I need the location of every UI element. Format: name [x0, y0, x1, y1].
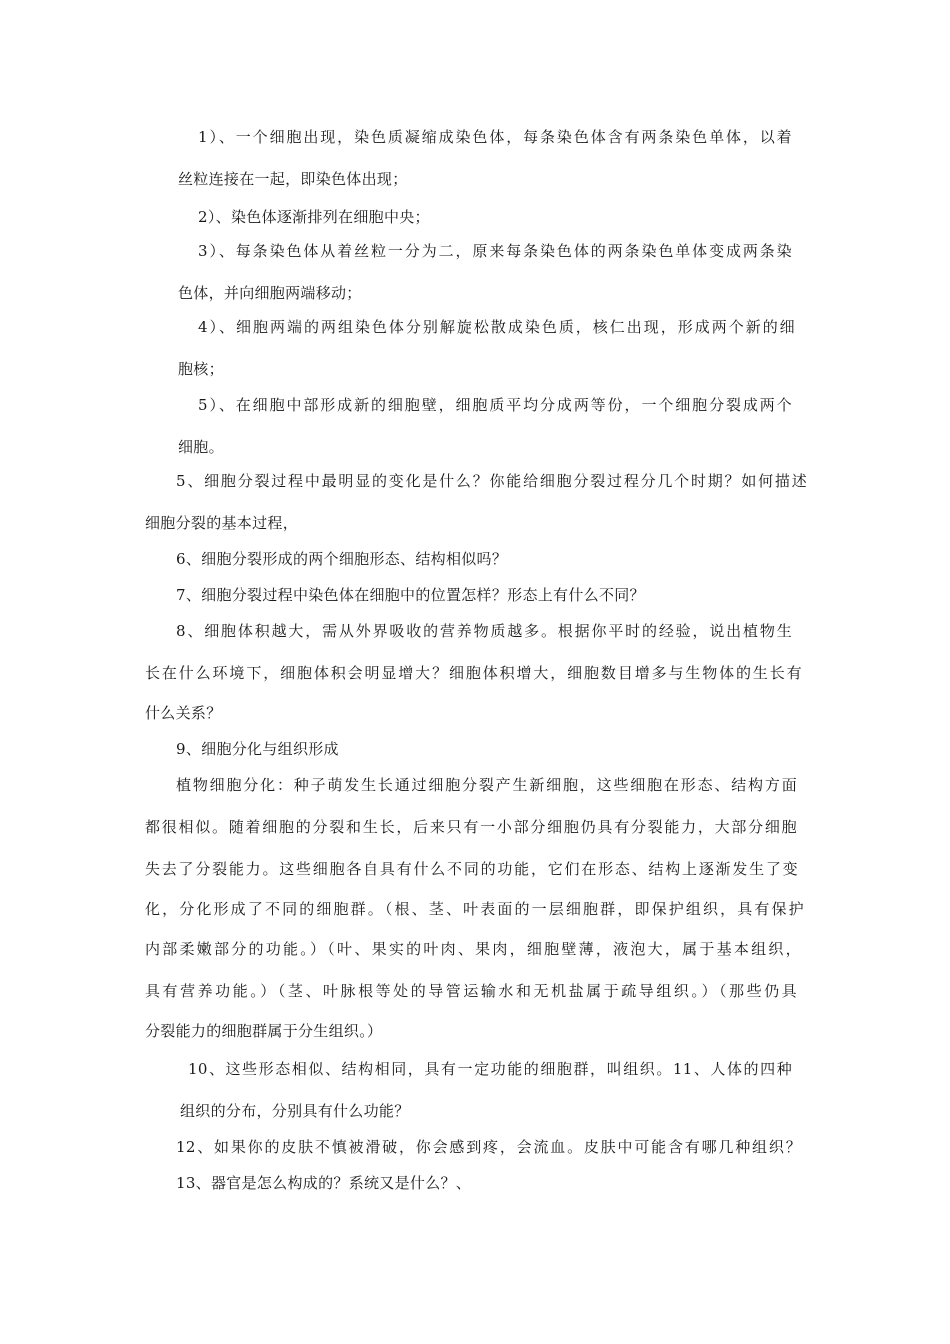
text-line: 12、如果你的皮肤不慎被滑破，你会感到疼，会流血。皮肤中可能含有哪几种组织？: [176, 1138, 801, 1156]
text-line: 组织的分布，分别具有什么功能？: [180, 1102, 410, 1120]
text-line: 4）、细胞两端的两组染色体分别解旋松散成染色质，核仁出现，形成两个新的细: [198, 318, 795, 336]
text-line: 10、这些形态相似、结构相同，具有一定功能的细胞群，叫组织。11、人体的四种: [188, 1060, 792, 1078]
text-line: 3）、每条染色体从着丝粒一分为二，原来每条染色体的两条染色单体变成两条染: [198, 242, 792, 260]
text-line: 1）、一个细胞出现，染色质凝缩成染色体，每条染色体含有两条染色单体，以着: [198, 128, 792, 146]
text-line: 内部柔嫩部分的功能。）（叶、果实的叶肉、果肉，细胞壁薄，液泡大，属于基本组织，: [145, 940, 801, 958]
text-line: 胞核；: [178, 360, 224, 378]
text-line: 8、细胞体积越大，需从外界吸收的营养物质越多。根据你平时的经验，说出植物生: [176, 622, 792, 640]
text-line: 丝粒连接在一起，即染色体出现；: [178, 170, 408, 188]
text-line: 什么关系？: [145, 704, 222, 722]
text-line: 具有营养功能。）（茎、叶脉根等处的导管运输水和无机盐属于疏导组织。）（那些仍具: [145, 982, 797, 1000]
text-line: 5）、在细胞中部形成新的细胞壁，细胞质平均分成两等份，一个细胞分裂成两个: [198, 396, 792, 414]
text-line: 色体，并向细胞两端移动；: [178, 284, 362, 302]
text-line: 植物细胞分化：种子萌发生长通过细胞分裂产生新细胞，这些细胞在形态、结构方面: [176, 776, 797, 794]
text-line: 5、细胞分裂过程中最明显的变化是什么？你能给细胞分裂过程分几个时期？如何描述: [176, 472, 807, 490]
text-line: 都很相似。随着细胞的分裂和生长，后来只有一小部分细胞仍具有分裂能力，大部分细胞: [145, 818, 797, 836]
text-line: 化，分化形成了不同的细胞群。（根、茎、叶表面的一层细胞群，即保护组织，具有保护: [145, 900, 804, 918]
text-line: 7、细胞分裂过程中染色体在细胞中的位置怎样？形态上有什么不同？: [176, 586, 645, 604]
text-line: 失去了分裂能力。这些细胞各自具有什么不同的功能，它们在形态、结构上逐渐发生了变: [145, 860, 798, 878]
text-line: 细胞。: [178, 438, 224, 456]
text-line: 9、细胞分化与组织形成: [176, 740, 339, 758]
text-line: 长在什么环境下，细胞体积会明显增大？细胞体积增大，细胞数目增多与生物体的生长有: [145, 664, 802, 682]
text-line: 分裂能力的细胞群属于分生组织。）: [145, 1022, 383, 1040]
text-line: 6、细胞分裂形成的两个细胞形态、结构相似吗？: [176, 550, 508, 568]
text-line: 细胞分裂的基本过程，: [145, 514, 299, 532]
text-line: 2）、染色体逐渐排列在细胞中央；: [198, 208, 430, 226]
text-line: 13、器官是怎么构成的？系统又是什么？、: [176, 1174, 472, 1192]
